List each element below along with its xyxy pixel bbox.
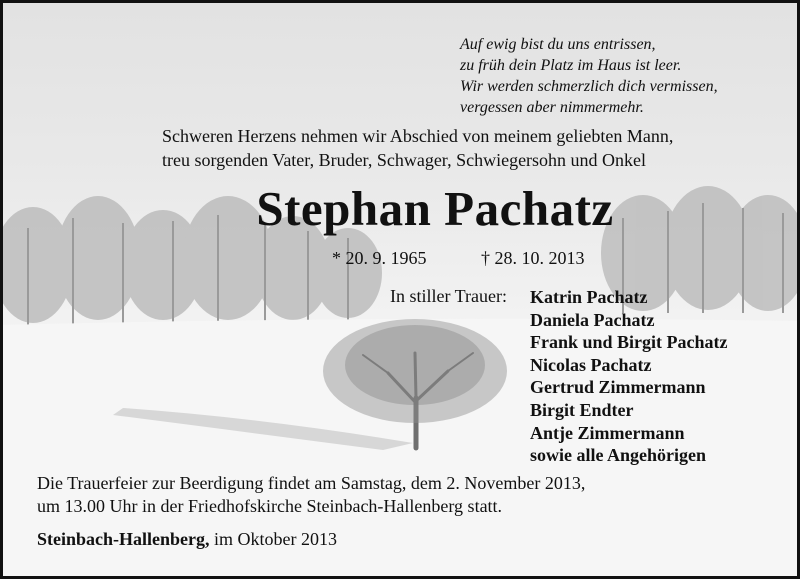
- footer-place: Steinbach-Hallenberg,: [37, 529, 210, 549]
- footer-date: im Oktober 2013: [214, 529, 338, 549]
- mourner-name: Birgit Endter: [530, 399, 634, 420]
- mourners-list: [530, 286, 728, 467]
- mourning-label: In stiller Trauer:: [390, 286, 507, 306]
- poem-line: zu früh dein Platz im Haus ist leer.: [460, 57, 682, 74]
- place-date-line: [37, 529, 337, 550]
- poem-line: vergessen aber nimmermehr.: [460, 99, 644, 116]
- funeral-line: Die Trauerfeier zur Beerdigung findet am Samstag, dem 2. November 2013,: [37, 473, 586, 493]
- deceased-name: Stephan Pachatz: [256, 181, 614, 236]
- mourner-name: Antje Zimmermann: [530, 422, 685, 443]
- intro-text: [162, 124, 673, 172]
- poem-line: Auf ewig bist du uns entrissen,: [460, 36, 656, 53]
- mourner-name: Katrin Pachatz: [530, 287, 648, 307]
- mourner-name: Frank und Birgit Pachatz: [530, 332, 728, 353]
- mourner-name: Gertrud Zimmermann: [530, 377, 706, 398]
- mourner-name: sowie alle Angehörigen: [530, 445, 706, 466]
- birth-date: * 20. 9. 1965: [332, 248, 427, 268]
- mourner-name: Nicolas Pachatz: [530, 354, 652, 375]
- funeral-line: um 13.00 Uhr in der Friedhofskirche Steinbach-Hallenberg statt.: [37, 496, 503, 516]
- poem-line: Wir werden schmerzlich dich vermissen,: [460, 78, 718, 95]
- death-date: † 28. 10. 2013: [481, 248, 585, 268]
- funeral-info: [37, 472, 585, 518]
- intro-line: Schweren Herzens nehmen wir Abschied von meinem geliebten Mann,: [162, 126, 674, 146]
- intro-line: treu sorgenden Vater, Bruder, Schwager, Schwiegersohn und Onkel: [162, 150, 647, 170]
- mourner-name: Daniela Pachatz: [530, 309, 655, 330]
- memorial-poem: [460, 34, 718, 118]
